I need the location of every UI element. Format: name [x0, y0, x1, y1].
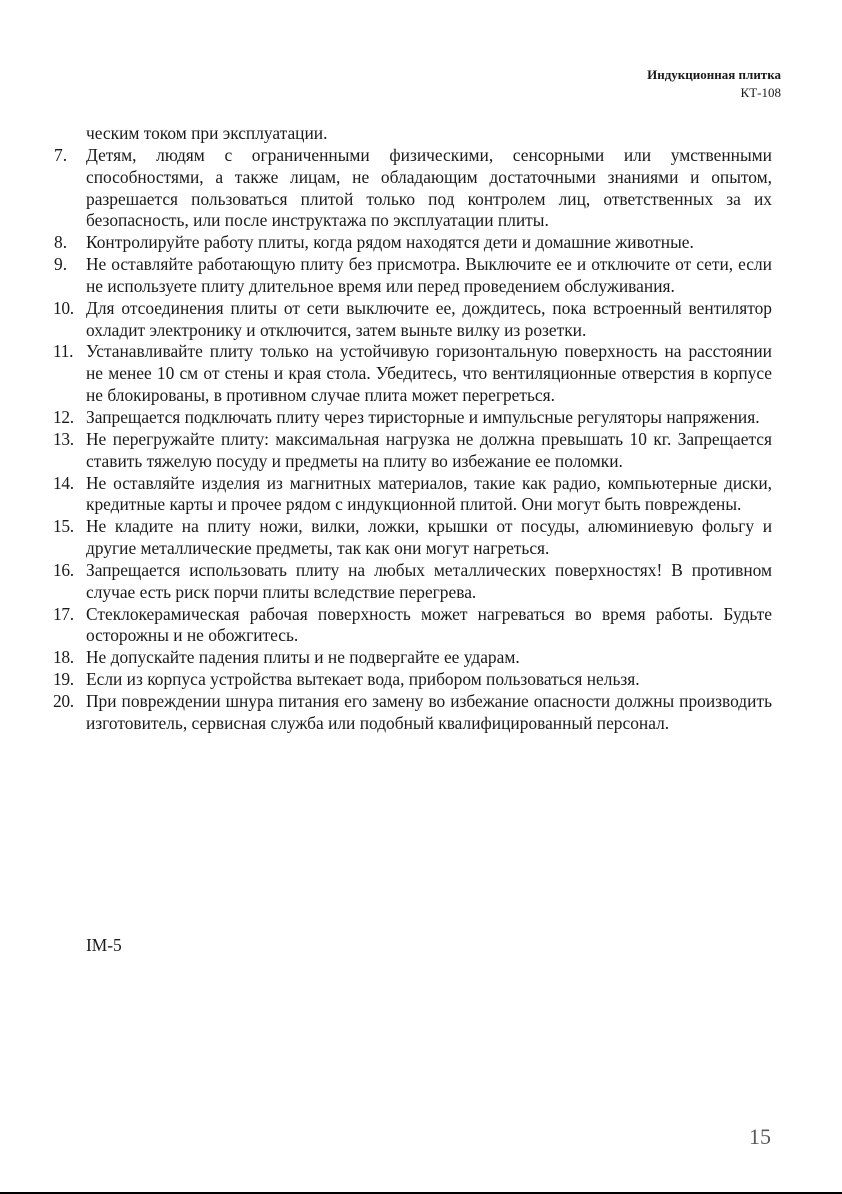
list-item [54, 341, 772, 407]
item-number: 8. [54, 232, 68, 253]
item-text: Детям, людям с ограниченными физическими, сенсорными или умственными способностями, а также лицам, не обладающим достаточными знаниями и опытом, разрешается пользоваться плитой только под контролем лиц, ответственных за их безопасность, или после инструктажа по эксплуатации плиты. [86, 144, 772, 231]
item-text: Стеклокерамическая рабочая поверхность может нагреваться во время работы. Будьте осторожны и не обожгитесь. [86, 603, 772, 646]
item-number: 19. [53, 669, 74, 690]
item-text: Если из корпуса устройства вытекает вода, прибором пользоваться нельзя. [86, 669, 640, 690]
item-number: 12. [53, 406, 74, 427]
item-number: 10. [53, 297, 74, 318]
page-number: 15 [749, 1124, 771, 1149]
item-text: Не оставляйте работающую плиту без присмотра. Выключите ее и отключите от сети, если не используете плиту длительное время или перед проведением обслуживания. [86, 254, 772, 296]
item-text: Не оставляйте изделия из магнитных материалов, такие как радио, компьютерные диски, кредитные карты и прочее рядом с индукционной плитой. Они могут быть повреждены. [86, 472, 772, 515]
item-number: 14. [53, 472, 74, 493]
continued-text: ческим током при эксплуатации. [86, 123, 328, 143]
item-text: Не кладите на плиту ножи, вилки, ложки, крышки от посуды, алюминиевую фольгу и другие металлические предметы, так как они могут нагреться. [86, 516, 772, 559]
item-text: При повреждении шнура питания его замену во избежание опасности должны производить изготовитель, сервисная служба или подобный квалифицированный персонал. [86, 690, 772, 733]
list-item [54, 604, 772, 648]
list-item [54, 429, 772, 473]
running-header [647, 66, 781, 102]
document-code: IM-5 [86, 935, 122, 955]
list-item [54, 647, 772, 669]
list-item [54, 298, 772, 342]
item-number: 15. [53, 516, 74, 537]
item-number: 18. [53, 647, 74, 668]
item-text: Не допускайте падения плиты и не подвергайте ее ударам. [86, 647, 520, 668]
list-item [54, 232, 772, 254]
list-item [54, 407, 772, 429]
item-text: Запрещается подключать плиту через тиристорные и импульсные регуляторы напряжения. [86, 406, 760, 427]
item-number: 13. [53, 428, 74, 449]
item-text: Для отсоединения плиты от сети выключите ее, дождитесь, пока встроенный вентилятор охладит электронику и отключится, затем выньте вилку из розетки. [86, 297, 772, 340]
item-number: 9. [54, 254, 68, 275]
list-item [54, 669, 772, 691]
item-number: 11. [53, 341, 74, 362]
item-number: 7. [54, 144, 68, 165]
list-item [54, 691, 772, 735]
safety-instructions-list [54, 123, 772, 735]
list-item [54, 560, 772, 604]
item-number: 17. [53, 603, 74, 624]
list-item [54, 516, 772, 560]
item-text: Не перегружайте плиту: максимальная нагрузка не должна превышать 10 кг. Запрещается ставить тяжелую посуду и предметы на плиту во избежание ее поломки. [86, 428, 772, 471]
item-number: 16. [53, 559, 74, 580]
item-text: Запрещается использовать плиту на любых металлических поверхностях! В противном случае есть риск порчи плиты вследствие перегрева. [86, 559, 772, 602]
item-number: 20. [53, 690, 74, 711]
product-model: КТ-108 [740, 85, 781, 100]
item-text: Контролируйте работу плиты, когда рядом находятся дети и домашние животные. [86, 232, 694, 253]
list-item [54, 473, 772, 517]
list-item [54, 145, 772, 232]
item-text: Устанавливайте плиту только на устойчивую горизонтальную поверхность на расстоянии не менее 10 см от стены и края стола. Убедитесь, что вентиляционные отверстия в корпусе не блокированы, в противном случае плита может перегреться. [86, 341, 772, 406]
product-title: Индукционная плитка [647, 67, 781, 82]
list-item [54, 254, 772, 298]
